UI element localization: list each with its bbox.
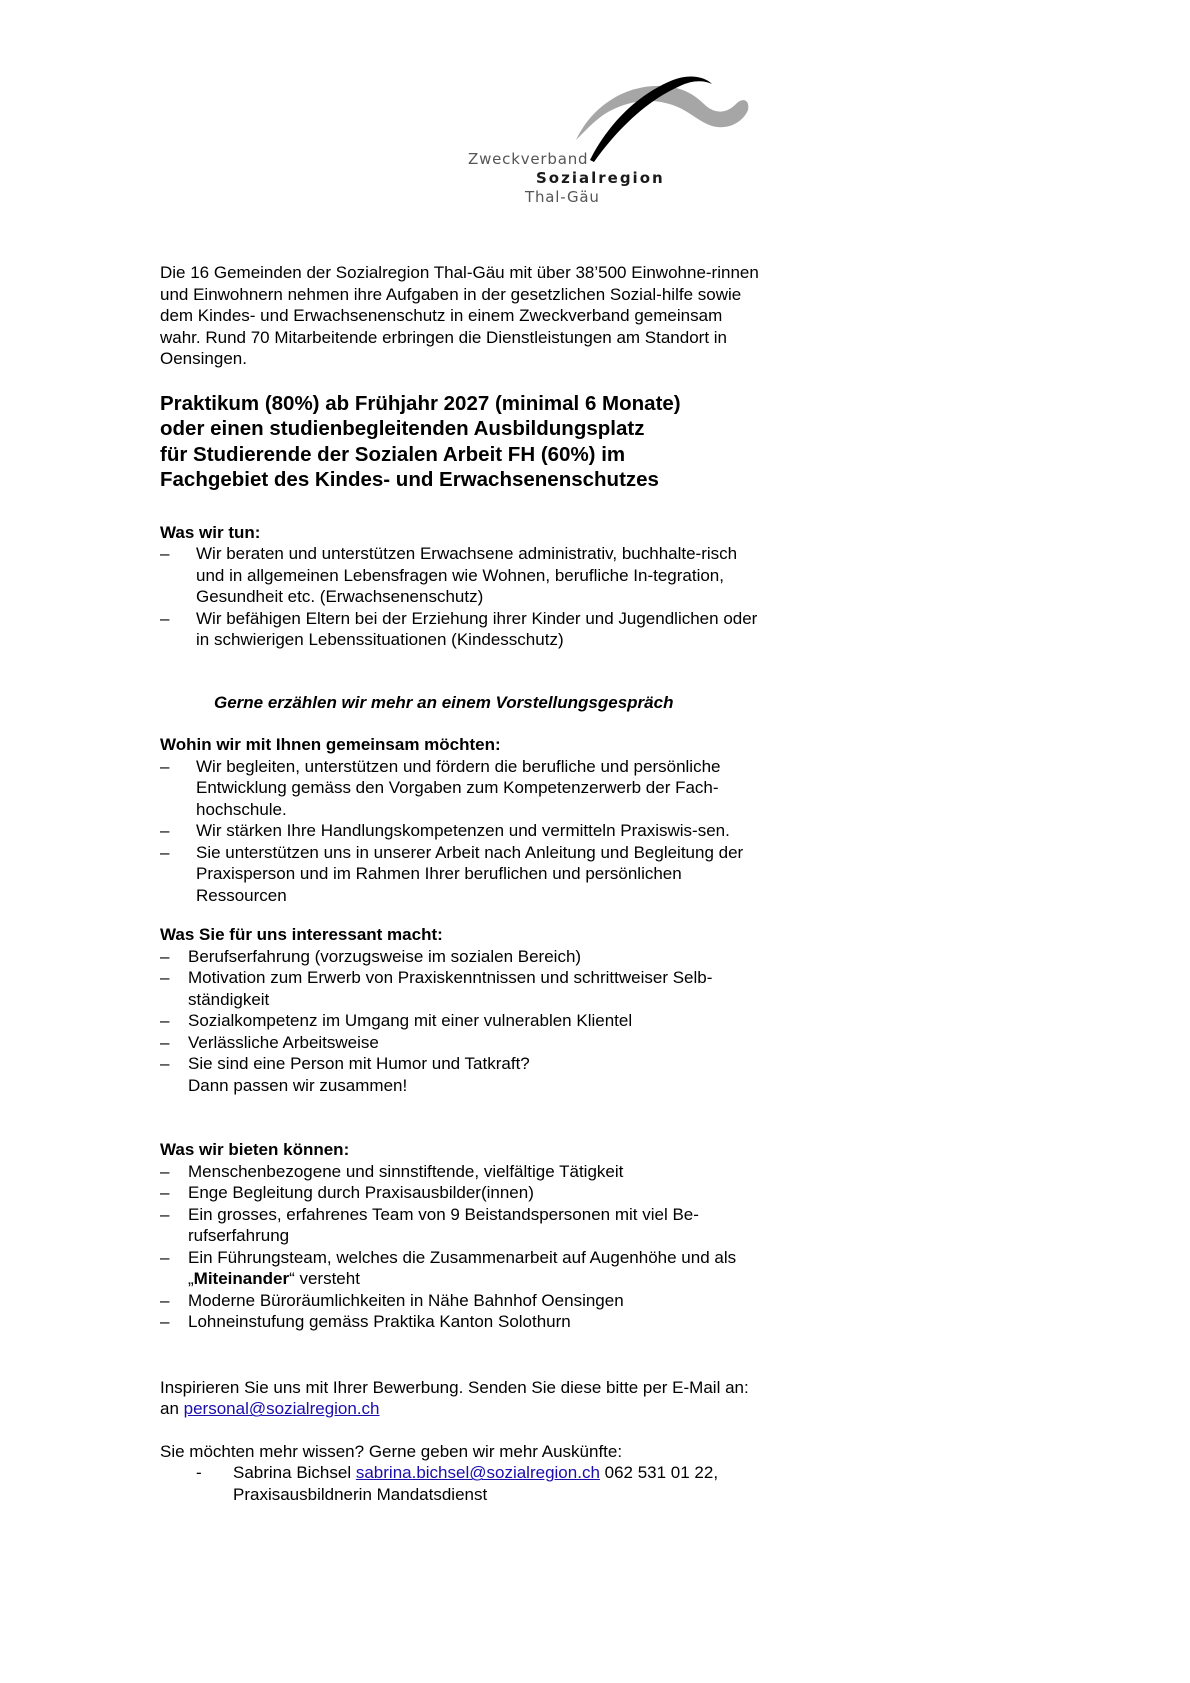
headline-line: oder einen studienbegleitenden Ausbildungsplatz <box>160 417 645 441</box>
intro-paragraph: Die 16 Gemeinden der Sozialregion Thal-Gäu mit über 38’500 Einwohne-rinnen und Einwohnern nehmen ihre Aufgaben in der gesetzlichen Sozial-hilfe sowie dem Kindes- und Erwachsenenschutz in einem Zweckverband gemeinsam wahr. Rund 70 Mitarbeitende erbringen die Dienstleistungen am Standort in Oensingen. <box>160 263 759 368</box>
list-item-text: – Sie sind eine Person mit Humor und Tatkraft? <box>188 1054 530 1074</box>
headline-line: Praktikum (80%) ab Frühjahr 2027 (minimal 6 Monate) <box>160 391 681 415</box>
logo-line-1: Zweckverband <box>468 150 589 168</box>
contact-entry <box>160 1462 760 1505</box>
list-item-text: “ versteht <box>289 1269 360 1289</box>
contact-name: Sabrina Bichsel <box>233 1463 356 1483</box>
job-headline <box>160 391 760 493</box>
list-item: – Ein grosses, erfahrenes Team von 9 Beistandspersonen mit viel Be-rufserfahrung <box>160 1204 760 1247</box>
offer-list <box>160 1161 760 1333</box>
headline-line: Fachgebiet des Kindes- und Erwachsenenschutzes <box>160 468 659 492</box>
list-item <box>160 1247 760 1290</box>
more-info-text: Sie möchten mehr wissen? Gerne geben wir mehr Auskünfte: <box>160 1441 623 1461</box>
list-item: – Enge Begleitung durch Praxisausbilder(innen) <box>160 1182 760 1204</box>
list-item-closing: Dann passen wir zusammen! <box>188 1075 408 1095</box>
contact-phone: 062 531 01 22, <box>599 1463 719 1483</box>
list-item-bold-text: Miteinander <box>193 1269 290 1289</box>
list-item: – Wir stärken Ihre Handlungskompetenzen und vermitteln Praxiswis-sen. <box>160 820 760 842</box>
list-item: – Lohneinstufung gemäss Praktika Kanton Solothurn <box>160 1311 760 1333</box>
apply-text: Inspirieren Sie uns mit Ihrer Bewerbung. Senden Sie diese bitte per E-Mail an: an <box>160 1377 749 1419</box>
list-item: – Wir befähigen Eltern bei der Erziehung ihrer Kinder und Jugendlichen oder in schwierigen Lebenssituationen (Kindesschutz) <box>160 608 760 651</box>
list-item: – Wir beraten und unterstützen Erwachsene administrativ, buchhalte-risch und in allgemeinen Lebensfragen wie Wohnen, berufliche In-tegration, Gesundheit etc. (Erwachsenenschutz) <box>160 543 760 608</box>
list-item: – Moderne Büroräumlichkeiten in Nähe Bahnhof Oensingen <box>160 1290 760 1312</box>
interview-note: Gerne erzählen wir mehr an einem Vorstellungsgespräch <box>214 692 674 712</box>
contact-role: Praxisausbildnerin Mandatsdienst <box>233 1484 488 1504</box>
section-title-offer: Was wir bieten können: <box>160 1140 350 1160</box>
contact-bullet: - <box>196 1463 202 1483</box>
contact-email-link[interactable]: sabrina.bichsel@sozialregion.ch <box>355 1463 600 1483</box>
interesting-list <box>160 946 760 1097</box>
section-title-interesting: Was Sie für uns interessant macht: <box>160 925 443 945</box>
headline-line: für Studierende der Sozialen Arbeit FH (60%) im <box>160 442 626 466</box>
list-item: – Menschenbezogene und sinnstiftende, vielfältige Tätigkeit <box>160 1161 760 1183</box>
list-item: – Motivation zum Erwerb von Praxiskenntnissen und schrittweiser Selb-ständigkeit <box>160 967 760 1010</box>
apply-paragraph <box>160 1377 760 1420</box>
section-title-together: Wohin wir mit Ihnen gemeinsam möchten: <box>160 735 501 755</box>
list-item: – Berufserfahrung (vorzugsweise im sozialen Bereich) <box>160 946 760 968</box>
list-item: – Verlässliche Arbeitsweise <box>160 1032 760 1054</box>
section-title-what-we-do: Was wir tun: <box>160 522 261 542</box>
list-item: – Sozialkompetenz im Umgang mit einer vulnerablen Klientel <box>160 1010 760 1032</box>
together-list <box>160 756 760 907</box>
organization-logo <box>468 74 758 204</box>
list-item: – Sie unterstützen uns in unserer Arbeit nach Anleitung und Begleitung der Praxisperson und im Rahmen Ihrer beruflichen und persönlichen Ressourcen <box>160 842 760 907</box>
document-body <box>160 262 760 1505</box>
list-item: – Wir begleiten, unterstützen und fördern die berufliche und persönliche Entwicklung gemäss den Vorgaben zum Kompetenzerwerb der Fach-hochschule. <box>160 756 760 821</box>
logo-line-3: Thal-Gäu <box>525 188 600 206</box>
logo-line-2: Sozialregion <box>536 169 665 187</box>
list-item-text: Ein Führungsteam, welches die Zusammenarbeit auf Augenhöhe und als „ <box>188 1247 737 1289</box>
apply-email-link[interactable]: personal@sozialregion.ch <box>183 1399 380 1419</box>
list-item <box>160 1053 760 1096</box>
what-we-do-list <box>160 543 760 651</box>
